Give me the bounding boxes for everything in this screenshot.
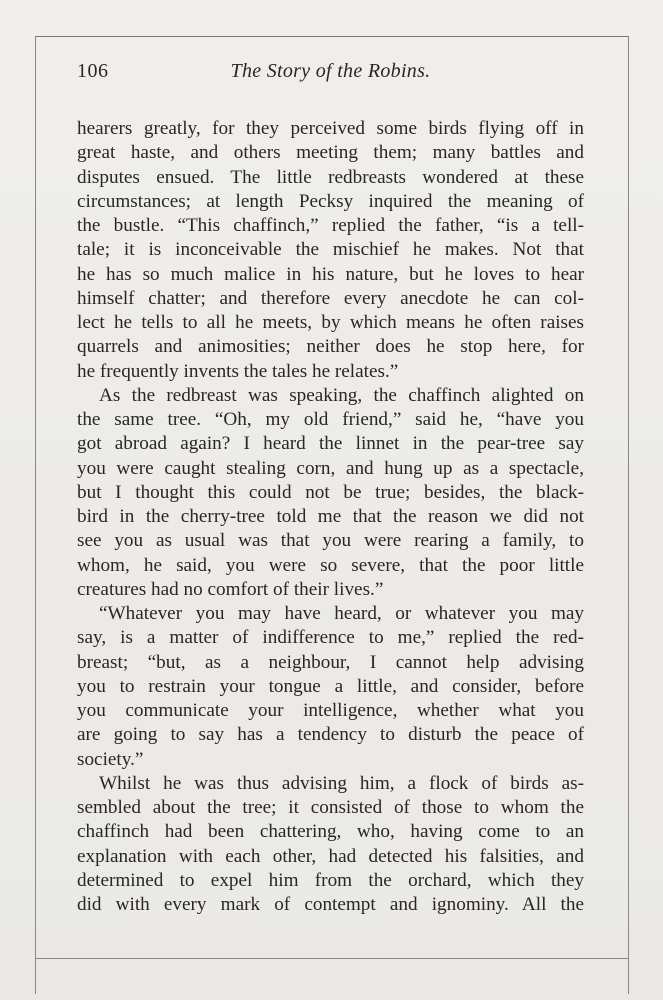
text-line: himself chatter; and therefore every anecdote he can col-: [77, 287, 584, 309]
text-line: “Whatever you may have heard, or whatever you may: [99, 603, 584, 624]
page-header: [77, 60, 584, 90]
text-line: are going to say has a tendency to disturb the peace of: [77, 724, 584, 746]
text-line: the bustle. “This chaffinch,” replied the father, “is a tell-: [77, 215, 584, 236]
text-line: the same tree. “Oh, my old friend,” said he, “have you: [77, 409, 584, 430]
text-line: you were caught stealing corn, and hung up as a spectacle,: [77, 457, 584, 479]
text-line: you communicate your intelligence, whether what you: [77, 700, 584, 721]
page-border-top: [35, 36, 629, 37]
text-line: chaffinch had been chattering, who, having come to an: [77, 821, 584, 843]
text-line: lect he tells to all he meets, by which means he often raises: [77, 312, 584, 333]
text-line: did with every mark of contempt and ignominy. All the: [77, 894, 584, 915]
text-line: society.”: [77, 748, 144, 770]
page-number: 106: [77, 60, 109, 82]
text-line: got abroad again? I heard the linnet in the pear-tree say: [77, 433, 584, 455]
text-line: tale; it is inconceivable the mischief he makes. Not that: [77, 239, 584, 261]
text-line: hearers greatly, for they perceived some birds flying off in: [77, 118, 584, 139]
text-line: breast; “but, as a neighbour, I cannot help advising: [77, 651, 584, 673]
text-line: explanation with each other, had detected his falsities, and: [77, 845, 584, 867]
text-line: quarrels and animosities; neither does he stop here, for: [77, 336, 584, 358]
text-line: great haste, and others meeting them; many battles and: [77, 142, 584, 164]
text-line: he frequently invents the tales he relates.”: [77, 360, 399, 382]
text-line: creatures had no comfort of their lives.”: [77, 578, 384, 600]
body-text: [77, 117, 584, 917]
text-line: determined to expel him from the orchard, which they: [77, 869, 584, 891]
text-line: sembled about the tree; it consisted of those to whom the: [77, 797, 584, 818]
text-line: circumstances; at length Pecksy inquired the meaning of: [77, 190, 584, 212]
running-title: The Story of the Robins.: [230, 60, 431, 82]
page-border-right: [628, 36, 629, 994]
text-line: Whilst he was thus advising him, a flock of birds as-: [99, 772, 584, 794]
text-line: disputes ensued. The little redbreasts wondered at these: [77, 166, 584, 188]
text-line: say, is a matter of indifference to me,” replied the red-: [77, 627, 584, 649]
text-line: you to restrain your tongue a little, and consider, before: [77, 675, 584, 697]
text-line: As the redbreast was speaking, the chaffinch alighted on: [99, 384, 584, 406]
text-line: he has so much malice in his nature, but he loves to hear: [77, 263, 584, 285]
text-line: bird in the cherry-tree told me that the reason we did not: [77, 506, 584, 527]
text-line: see you as usual was that you were rearing a family, to: [77, 530, 584, 552]
text-line: whom, he said, you were so severe, that the poor little: [77, 554, 584, 576]
text-line: but I thought this could not be true; besides, the black-: [77, 481, 584, 503]
page-border-left: [35, 36, 36, 994]
page-border-bottom: [35, 958, 629, 959]
